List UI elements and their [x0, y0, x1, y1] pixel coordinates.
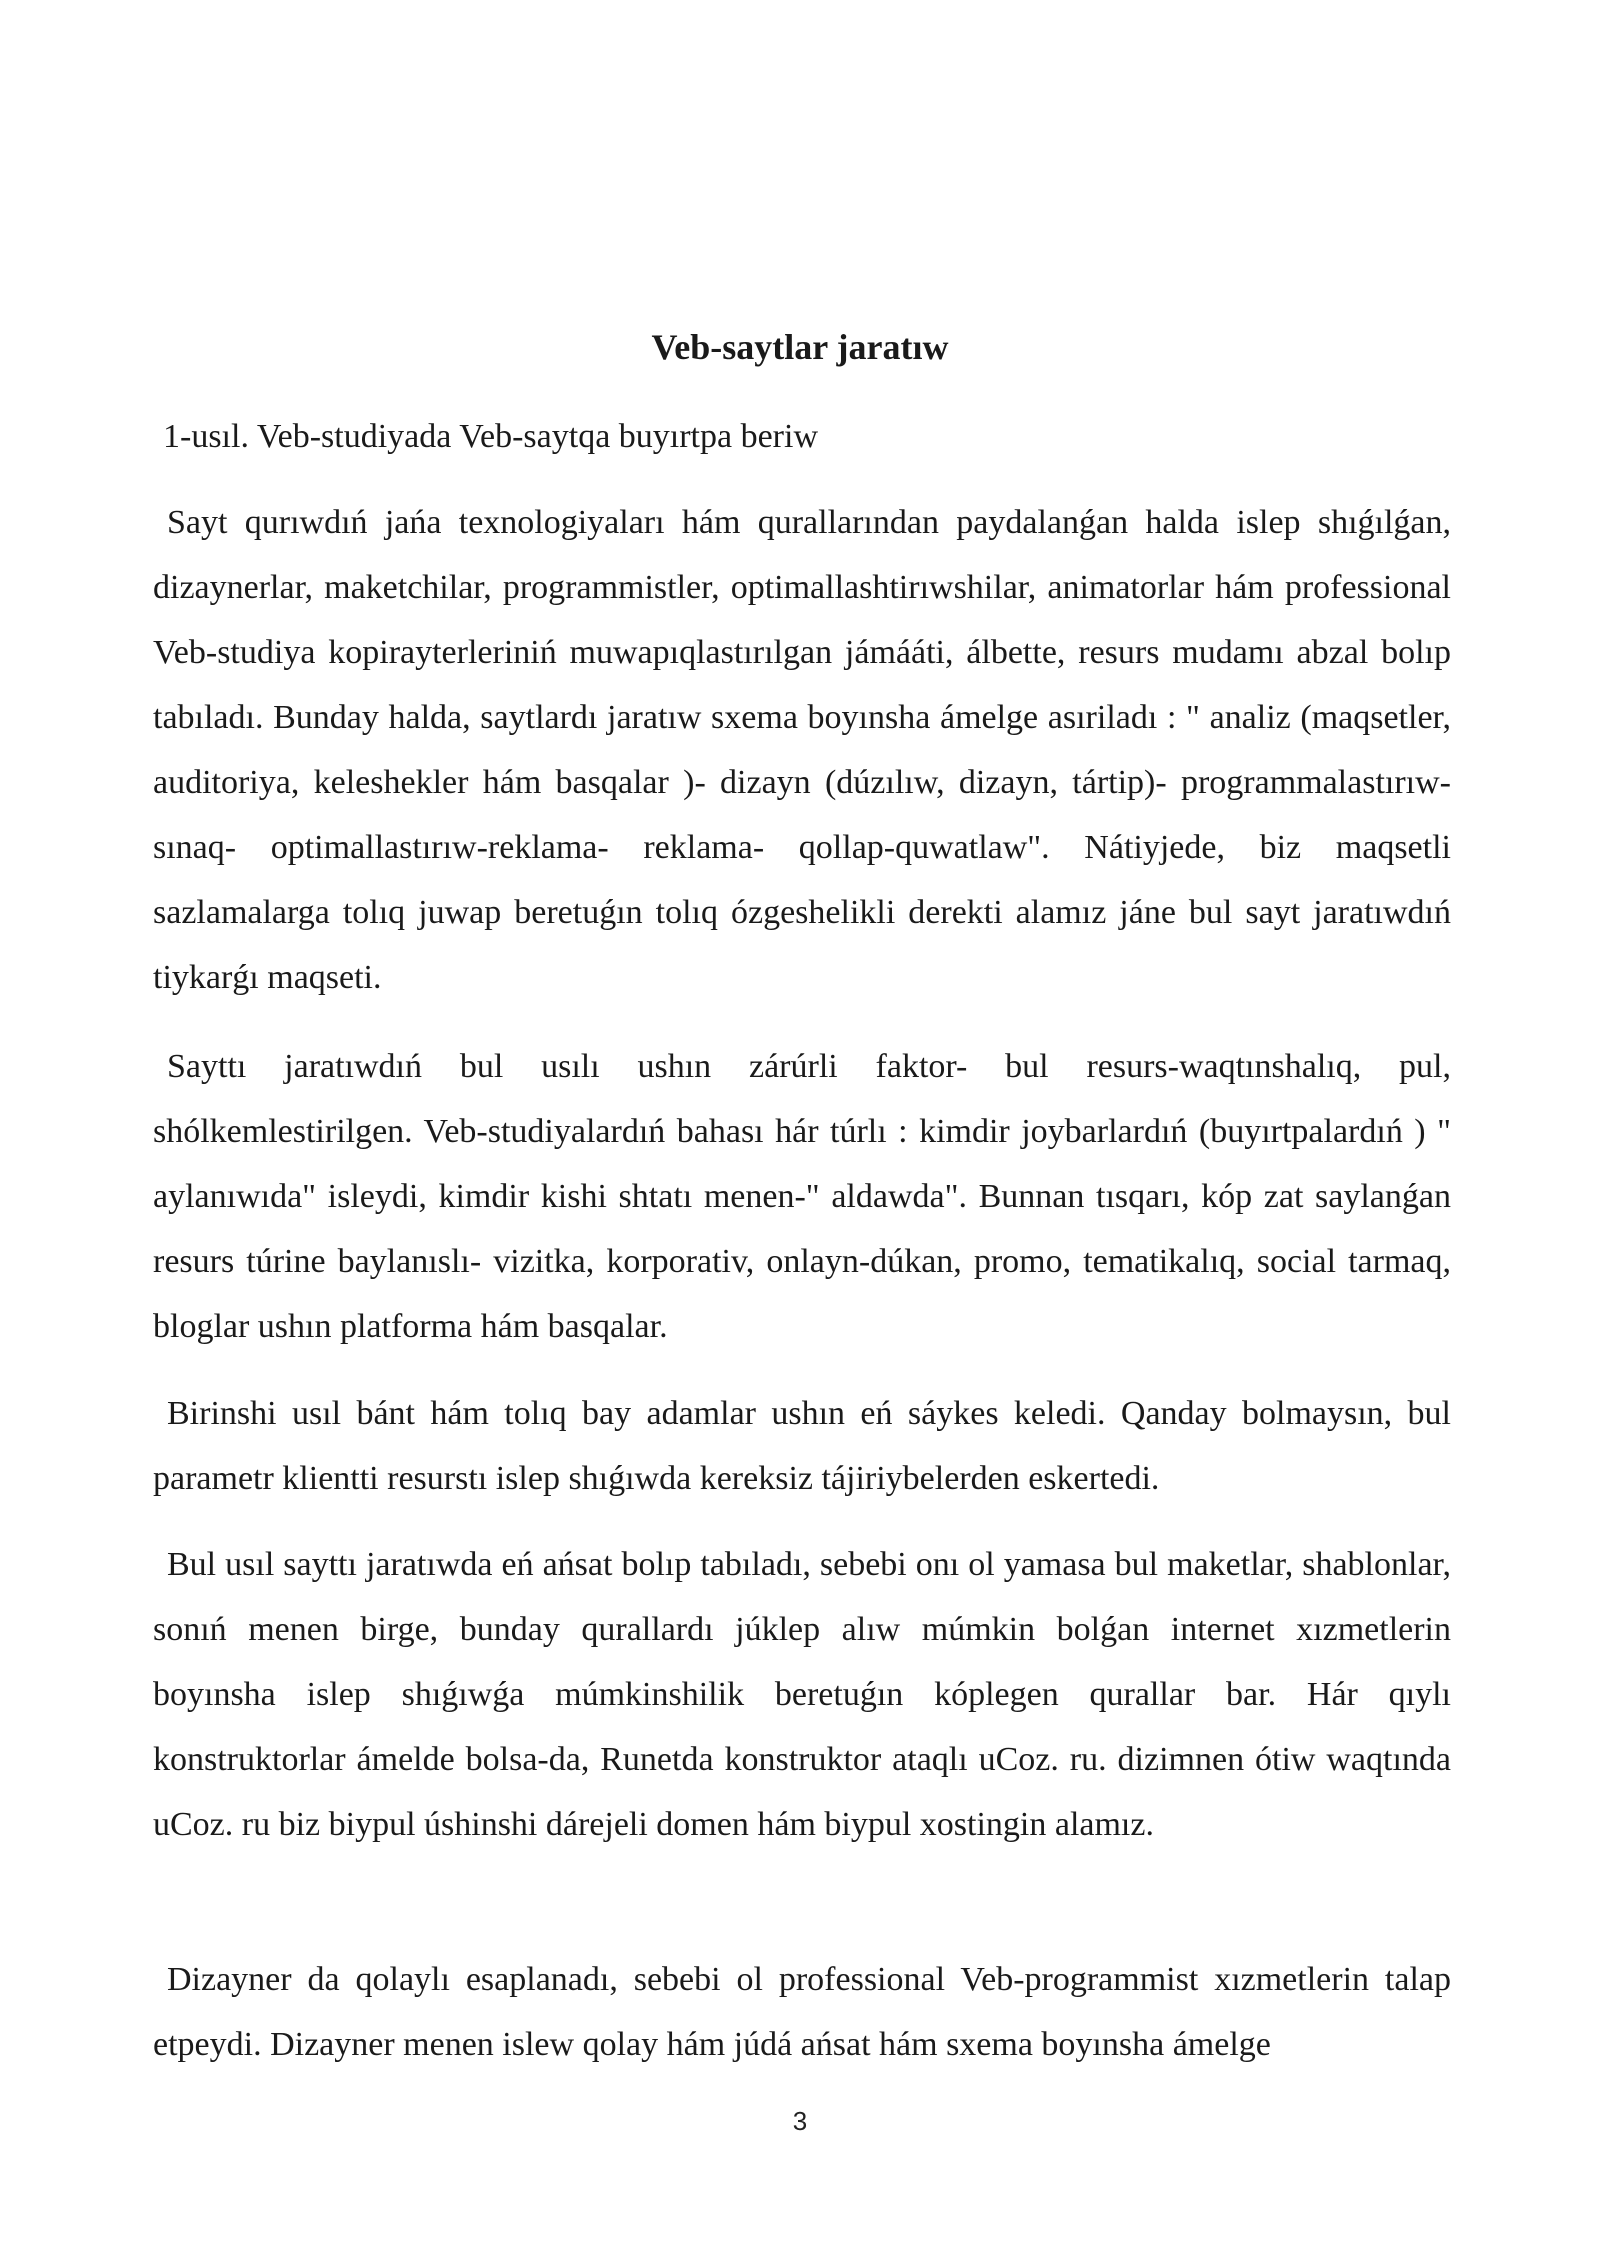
paragraph: Sayt qurıwdıń jańa texnologiyaları hám qurallarından paydalanǵan halda islep shıǵılǵan, dizaynerlar, maketchilar, programmistler, optimallashtirıwshilar, animatorlar hám professional Veb-studiya kopirayterleriniń muwapıqlastırılgan jámááti, álbette, resurs mudamı abzal bolıp tabıladı. Bunday halda, saytlardı jaratıw sxema boyınsha ámelge asıriladı : " analiz (maqsetler, auditoriya, keleshekler hám basqalar )- dizayn (dúzılıw, dizayn, tártip)- programmalastırıw- sınaq- optimallastırıw-reklama- reklama- qollap-quwatlaw". Nátiyjede, biz maqsetli sazlamalarga tolıq juwap beretuǵın tolıq ózgeshelikli derekti alamız jáne bul sayt jaratıwdıń tiykarǵı maqseti. — [153, 504, 1451, 996]
paragraph: Sayttı jaratıwdıń bul usılı ushın zárúrli faktor- bul resurs-waqtınshalıq, pul, shólkemlestirilgen. Veb-studiyalardıń bahası hár túrlı : kimdir joybarlardıń (buyırtpalardıń ) " aylanıwıda" isleydi, kimdir kishi shtatı menen-" aldawda". Bunnan tısqarı, kóp zat saylanǵan resurs túrine baylanıslı- vizitka, korporativ, onlayn-dúkan, promo, tematikalıq, social tarmaq, bloglar ushın platforma hám basqalar. — [153, 1048, 1451, 1345]
document-title: Veb-saytlar jaratıw — [651, 327, 949, 367]
page-number: 3 — [792, 2106, 808, 2136]
paragraph: Dizayner da qolaylı esaplanadı, sebebi ol professional Veb-programmist xızmetlerin talap etpeydi. Dizayner menen islew qolay hám júdá ańsat hám sxema boyınsha ámelge — [153, 1961, 1451, 2063]
method-heading: 1-usıl. Veb-studiyada Veb-saytqa buyırtpa beriw — [163, 418, 818, 455]
paragraph: Birinshi usıl bánt hám tolıq bay adamlar ushın eń sáykes keledi. Qanday bolmaysın, bul parametr klientti resurstı islep shıǵıwda kereksiz tájiriybelerden eskertedi. — [153, 1395, 1451, 1497]
paragraph: Bul usıl sayttı jaratıwda eń ańsat bolıp tabıladı, sebebi onı ol yamasa bul maketlar, shablonlar, sonıń menen birge, bunday qurallardı júklep alıw múmkin bolǵan internet xızmetlerin boyınsha islep shıǵıwǵa múmkinshilik beretuǵın kóplegen qurallar bar. Hár qıylı konstruktorlar ámelde bolsa-da, Runetda konstruktor ataqlı uCoz. ru. dizimnen ótiw waqtında uCoz. ru biz biypul úshinshi dárejeli domen hám biypul xostingin alamız. — [153, 1546, 1451, 1843]
